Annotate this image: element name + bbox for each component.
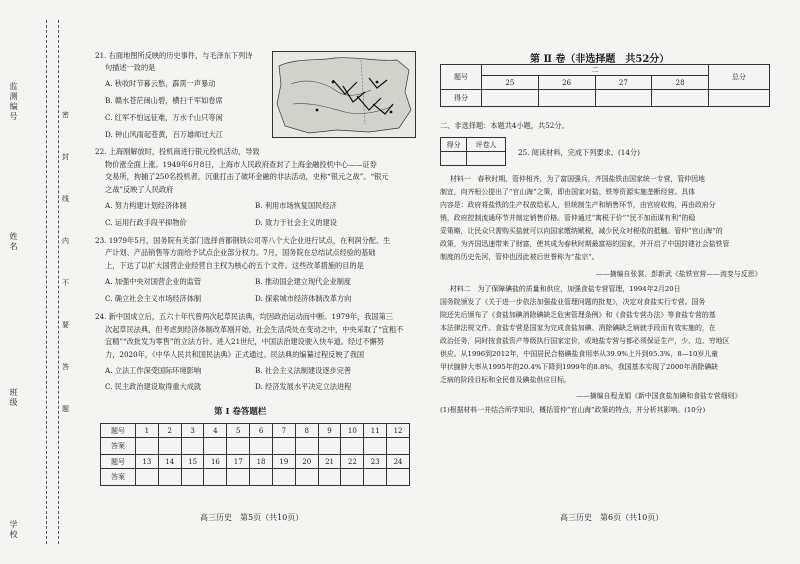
table-cell: 22 [341, 455, 364, 469]
left-page-footer: 高三历史 第5页（共10页） [200, 513, 304, 522]
answer-cell[interactable] [295, 438, 318, 455]
q21-option-c: C. 红军不怕远征难，万水千山只等闲 [105, 113, 223, 122]
seal-line [46, 20, 47, 544]
answer-cell[interactable] [341, 469, 364, 486]
q23-stem: 23. 1979年5月，国务院有关部门选择首都钢铁公司等八个大企业进行试点，在利润分配、生 [95, 236, 391, 245]
q22-option-b: B. 利用市场恢复国民经济 [255, 201, 337, 210]
q24-stem: 宜精”“改批发为零售”的立法方针。进入21世纪，中国法治建设驶入快车道。经过不懈努 [105, 337, 384, 346]
material1-line: 妥策略，让民众只需购买盐就可以向国家缴纳赋税，减少民众对税收的抵触。管仲“官山海”的 [440, 227, 723, 235]
table-cell-label: 得分 [441, 138, 467, 152]
answer-cell[interactable] [204, 469, 227, 486]
material1-source: ——摘编自张裳、彭新武《盐铁官营——流变与反思》 [596, 270, 762, 278]
material2-line: 供应。从1996到2012年，中国居民合格碘盐食用率从39.9%上升到95.3%，8—10岁儿童 [440, 350, 719, 358]
answer-cell[interactable] [136, 438, 159, 455]
table-cell: 4 [204, 424, 227, 438]
seal-char: 内 [62, 237, 69, 245]
q23-stem: 产计划、产品销售等方面给予试点企业部分权力。7月，国务院在总结试点经验的基础 [105, 248, 376, 257]
table-cell-label: 答案 [101, 469, 136, 486]
answer-cell[interactable] [136, 469, 159, 486]
material1-line: 政策，为齐国迅速带来了财富，使其成为春秋时期最富裕的国家，并开启了中国封建社会盐铁管 [440, 240, 730, 248]
table-cell: 28 [652, 76, 709, 90]
table-cell: 20 [295, 455, 318, 469]
material1-line: 材料一 春秋时期，管仲相齐，为了富国强兵，齐国盐铁由国家统一专营，管仲因地 [450, 175, 705, 183]
answer-cell[interactable] [272, 469, 295, 486]
answer-cell[interactable] [387, 469, 410, 486]
table-cell-label: 题号 [441, 65, 482, 90]
table-cell-label: 题号 [101, 455, 136, 469]
q22-option-a: A. 努力构建计划经济体制 [105, 201, 187, 210]
q22-stem: 物价涨全面上涨。1949年6月8日，上海市人民政府查封了上海金融投机中心——证券 [105, 160, 377, 169]
seal-char: 要 [62, 321, 69, 329]
table-cell: 15 [181, 455, 204, 469]
table-row [441, 152, 506, 166]
table-cell-label: 题号 [101, 424, 136, 438]
seal-char: 线 [62, 195, 69, 203]
answer-cell[interactable] [318, 469, 341, 486]
q22-stem: 交易所，拘捕了250名投机者，沉重打击了破坏金融的非法活动，史称“银元之战”。“银元 [105, 172, 389, 181]
table-cell: 9 [318, 424, 341, 438]
table-cell: 5 [227, 424, 250, 438]
table-cell: 25 [482, 76, 539, 90]
map-drawing [273, 52, 415, 137]
table-cell-label: 答案 [101, 438, 136, 455]
grader-name-cell[interactable] [467, 152, 506, 166]
q24-option-b: B. 社会主义法制建设逐步完善 [255, 366, 352, 375]
seal-char: 不 [62, 279, 69, 287]
table-row [101, 438, 410, 455]
score-cell[interactable] [595, 90, 652, 107]
seal-char: 题 [62, 405, 69, 413]
table-cell: 24 [387, 455, 410, 469]
table-row [441, 138, 506, 152]
answer-cell[interactable] [181, 469, 204, 486]
q23-option-b: B. 推动国企建立现代企业制度 [255, 277, 352, 286]
part-two-instruction: 二、非选择题：本题共4小题，共52分。 [440, 121, 569, 130]
table-row [101, 469, 410, 486]
table-cell: 11 [364, 424, 387, 438]
answer-cell[interactable] [295, 469, 318, 486]
table-cell: 14 [158, 455, 181, 469]
table-cell: 8 [295, 424, 318, 438]
table-cell-total: 总分 [709, 65, 770, 90]
score-cell[interactable] [709, 90, 770, 107]
table-cell: 13 [136, 455, 159, 469]
table-row [441, 90, 770, 107]
table-cell-label: 评卷人 [467, 138, 506, 152]
answer-cell[interactable] [158, 469, 181, 486]
table-cell: 18 [250, 455, 273, 469]
material1-line: 制度的历史先河，管仲也因此被后世誉称为“盐宗”。 [440, 253, 599, 261]
q24-option-d: D. 经济发展水平决定立法进程 [255, 382, 352, 391]
seal-char: 密 [62, 111, 69, 119]
table-cell: 26 [538, 76, 595, 90]
q21-option-a: A. 秋收时节暮云愁，霹雳一声暴动 [105, 79, 216, 88]
right-page-footer: 高三历史 第6页（共10页） [560, 513, 664, 522]
seal-line-inner [58, 20, 59, 544]
q23-stem: 上，下达了以扩大国营企业经营自主权为核心的五个文件。这些改革措施的目的是 [105, 261, 364, 270]
answer-cell[interactable] [227, 438, 250, 455]
table-cell: 2 [158, 424, 181, 438]
q24-stem: 次起草民法典，但考虑到经济体制改革刚开始，社会生活尚处在变动之中，中央采取了“宜粗不 [105, 325, 404, 334]
q24-stem: 24. 新中国成立后，五六十年代曾两次起草民法典，均因政治运动而中断。1979年，我国第三 [95, 312, 393, 321]
material2-line: 院还先后颁布了《食盐加碘消除碘缺乏危害管理条例》和《食盐专营办法》等食盐专营的基 [440, 311, 716, 319]
q22-option-d: D. 致力于社会主义的建设 [255, 218, 337, 227]
score-cell[interactable] [538, 90, 595, 107]
q25-task: (1)根据材料一并结合所学知识，概括管仲“官山海”政策的特点，并分析其影响。(10分) [440, 406, 706, 414]
q24-option-c: C. 民主政治建设取得重大成就 [105, 382, 202, 391]
q22-option-c: C. 运用行政手段平抑物价 [105, 218, 187, 227]
material2-line: 甲状腺肿大率从1995年的20.4%下降到1999年的8.8%，我国基本实现了2000年消除碘缺 [440, 363, 719, 371]
q24-stem: 力，2020年，《中华人民共和国民法典》正式通过。民法典的编纂过程反映了我国 [105, 350, 365, 359]
table-cell: 10 [341, 424, 364, 438]
table-row [101, 424, 410, 438]
table-cell-label: 得分 [441, 90, 482, 107]
table-cell: 27 [595, 76, 652, 90]
answer-cell[interactable] [272, 438, 295, 455]
seal-char: 答 [62, 363, 69, 371]
table-cell: 12 [387, 424, 410, 438]
material2-line: 政治任务，同时按食盐资产等级执行国家定价，或地盐专营与都必须保证生产，少、边、穷地区 [440, 337, 730, 345]
table-cell: 3 [181, 424, 204, 438]
section-title: 第 Ⅱ 卷（非选择题 共52分） [530, 54, 670, 65]
q21-option-d: D. 钟山风雨起苍黄，百万雄师过大江 [105, 130, 223, 139]
answer-cell[interactable] [341, 438, 364, 455]
table-cell: 19 [272, 455, 295, 469]
answer-cell[interactable] [181, 438, 204, 455]
table-cell: 1 [136, 424, 159, 438]
class-label: 班级 [9, 388, 18, 408]
table-cell-group: 二 [482, 65, 709, 76]
answer-cell[interactable] [227, 469, 250, 486]
material1-line: 内容是：政府将盐铁的生产权放给私人，但统制生产和销售环节，由官府收购，再由政府分 [440, 201, 716, 209]
material2-line: 乏病的阶段目标和全民普及碘盐供应目标。 [440, 376, 571, 384]
material1-line: 销，政府控制流通环节并制定销售价格。管仲通过“寓税于价”“民不加而谋有利”的稳 [440, 214, 696, 222]
table-cell: 7 [272, 424, 295, 438]
score-table [440, 64, 770, 107]
answer-cell[interactable] [387, 438, 410, 455]
table-cell: 16 [204, 455, 227, 469]
answer-cell[interactable] [364, 469, 387, 486]
answer-cell[interactable] [364, 438, 387, 455]
material2-line: 国务院颁发了《关于进一步依法加强盐业管理问题的批复》，决定对食盐实行专营。国务 [440, 298, 706, 306]
monitor-number-label: 监测编号 [9, 82, 18, 122]
q23-option-c: C. 确立社会主义市场经济体制 [105, 294, 202, 303]
q21-stem: 句描述一致的是 [105, 63, 156, 72]
material2-line: 本法律法规文件。食盐专营是国家为完成食盐加碘、消除碘缺乏病就手段而有效实施的，在 [440, 324, 716, 332]
name-label: 姓名 [9, 232, 18, 252]
grader-table [440, 137, 506, 166]
score-cell[interactable] [652, 90, 709, 107]
q24-option-a: A. 立法工作深受国际环境影响 [105, 366, 202, 375]
q23-option-d: D. 探索城市经济体制改革方向 [255, 294, 352, 303]
answer-cell[interactable] [250, 438, 273, 455]
school-label: 学校 [9, 520, 18, 540]
table-row [101, 455, 410, 469]
table-cell: 6 [250, 424, 273, 438]
q22-stem: 22. 上海刚解放时，投机商进行银元投机活动，导致 [95, 147, 260, 156]
answer-table-title: 第 Ⅰ 卷答题栏 [214, 407, 267, 417]
q21-stem: 21. 右面地图所反映的历史事件，与毛泽东下列诗 [95, 51, 253, 60]
score-cell[interactable] [482, 90, 539, 107]
answer-table [100, 423, 410, 486]
q23-option-a: A. 加强中央对国营企业的监管 [105, 277, 202, 286]
answer-cell[interactable] [250, 469, 273, 486]
historical-map [272, 51, 416, 138]
material2-source: ——摘编自程龙娟《新中国食盐加碘和食盐专营细则》 [576, 392, 742, 400]
answer-cell[interactable] [158, 438, 181, 455]
binding-margin [0, 0, 80, 564]
table-cell: 17 [227, 455, 250, 469]
grader-score-cell[interactable] [441, 152, 467, 166]
seal-char: 封 [62, 153, 69, 161]
q22-stem: 之战”反映了人民政府 [105, 185, 174, 194]
table-cell: 21 [318, 455, 341, 469]
material1-line: 制宜，向齐桓公提出了“官山海”之策，即由国家对盐、铁等资源实施垄断经营。具体 [440, 188, 696, 196]
q25-title: 25. 阅读材料，完成下列要求。(14分) [518, 148, 640, 157]
material2-line: 材料二 为了保障碘盐的质量和供应，加强食盐专营管理，1994年2月20日 [450, 285, 681, 293]
answer-cell[interactable] [318, 438, 341, 455]
table-cell: 23 [364, 455, 387, 469]
answer-area[interactable] [440, 420, 770, 505]
q21-option-b: B. 赣水苍茫闽山碧，横扫千军如卷席 [105, 96, 223, 105]
answer-cell[interactable] [204, 438, 227, 455]
table-row [441, 65, 770, 76]
